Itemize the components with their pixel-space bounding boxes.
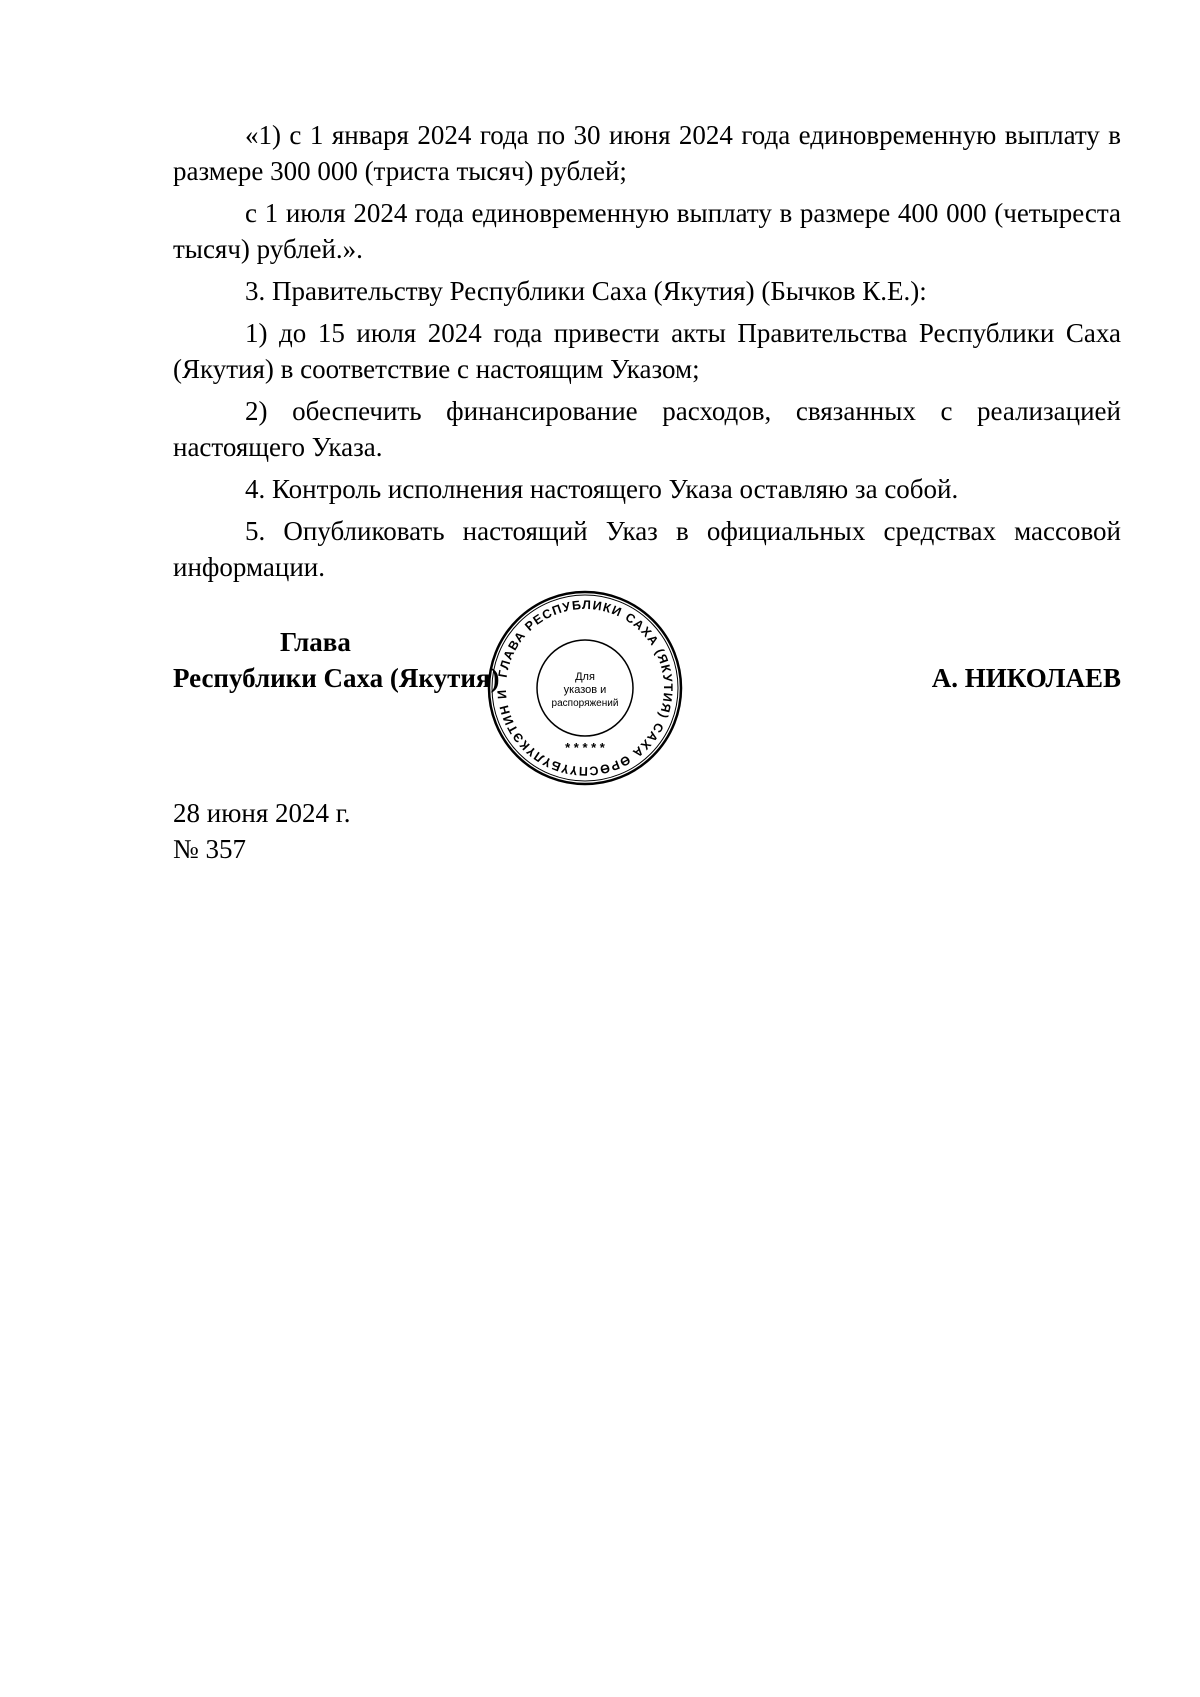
seal-ring-text: ГЛАВА РЕСПУБЛИКИ САХА (ЯКУТИЯ) САХА ӨРӨСПҮҮБҮЛҮКЭТИН И [494, 597, 676, 779]
official-seal [487, 590, 683, 786]
signatory-title-line1: Глава [280, 627, 351, 657]
paragraph-7: 5. Опубликовать настоящий Указ в официальных средствах массовой информации. [173, 516, 1121, 582]
decree-date: 28 июня 2024 г. [173, 798, 351, 828]
signatory-title-line2: Республики Саха (Якутия) [173, 663, 500, 693]
seal-graphic [487, 590, 683, 786]
seal-inner-line1: Для [575, 671, 595, 683]
decree-number: № 357 [173, 834, 247, 864]
signatory-title [173, 624, 500, 696]
signatory-name: А. НИКОЛАЕВ [931, 663, 1121, 693]
decree-body [173, 117, 1121, 585]
paragraph-1: «1) с 1 января 2024 года по 30 июня 2024 года единовременную выплату в размере 300 000 (триста тысяч) рублей; [173, 120, 1121, 186]
seal-inner-line2: указов и [563, 684, 607, 696]
decree-footer [173, 795, 351, 867]
paragraph-2: с 1 июля 2024 года единовременную выплату в размере 400 000 (четыреста тысяч) рублей.». [173, 198, 1121, 264]
paragraph-5: 2) обеспечить финансирование расходов, связанных с реализацией настоящего Указа. [173, 396, 1121, 462]
seal-stars: * * * * * [565, 740, 605, 755]
paragraph-3: 3. Правительству Республики Саха (Якутия) (Бычков К.Е.): [245, 276, 927, 306]
paragraph-6: 4. Контроль исполнения настоящего Указа оставляю за собой. [245, 474, 959, 504]
paragraph-4: 1) до 15 июля 2024 года привести акты Правительства Республики Саха (Якутия) в соответствие с настоящим Указом; [173, 318, 1121, 384]
seal-inner-line3: распоряжений [551, 698, 619, 709]
